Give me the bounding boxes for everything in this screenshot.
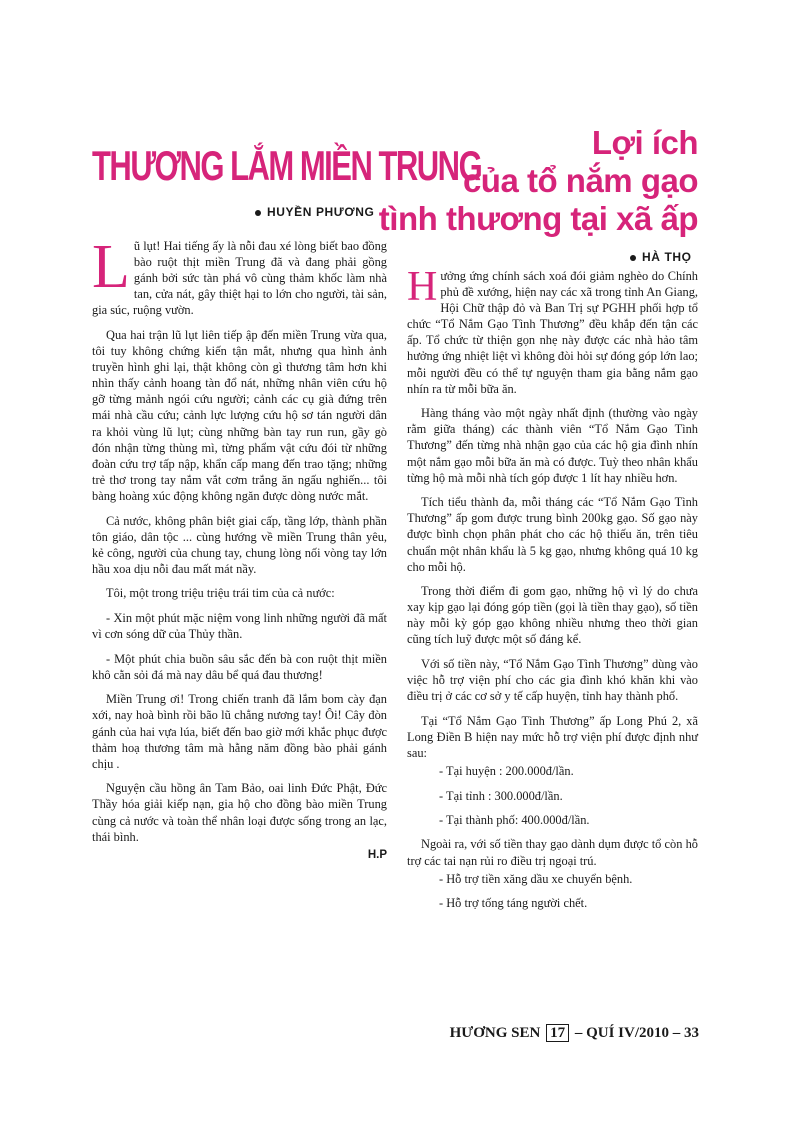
paragraph: Với số tiền này, “Tổ Nắm Gạo Tình Thương” dùng vào việc hỗ trợ viện phí cho các gia đình khó khăn khi vào điều trị ở các cơ sở y tế cấp huyện, tỉnh hay thành phố. (407, 657, 698, 704)
fee-list-item: - Tại thành phố: 400.000đ/lần. (439, 813, 590, 828)
right-article-author: HÀ THỌ (642, 250, 692, 264)
paragraph: Cả nước, không phân biệt giai cấp, tầng lớp, thành phần tôn giáo, dân tộc ... cùng hướng về miền Trung thân yêu, kẻ công, người của chung tay, chung lòng nối vòng tay lớn hầu xoa dịu nỗi đau mất mát nầy. (92, 513, 387, 576)
right-title-line: của tổ nắm gạo (462, 162, 698, 199)
dropcap: H (407, 264, 438, 310)
paragraph: Ngoài ra, với số tiền thay gạo dành dụm được tổ còn hỗ trợ các tai nạn rủi ro điều trị ngoại trú. (407, 837, 698, 868)
left-article-byline (255, 205, 374, 219)
fee-list-item: - Tại huyện : 200.000đ/lần. (439, 764, 574, 779)
dropcap: L (92, 233, 130, 301)
issue-number: 17 (546, 1024, 569, 1042)
left-article-title: THƯƠNG LẮM MIỀN TRUNG (92, 142, 482, 190)
paragraph: Nguyện cầu hồng ân Tam Bảo, oai linh Đức Phật, Đức Thầy hóa giải kiếp nạn, gia hộ cho đồng bào miền Trung cùng cả nước và toàn thể nhân loại được sống trong an lạc, thái bình. (92, 781, 387, 844)
right-article-title (379, 124, 698, 238)
paragraph: Qua hai trận lũ lụt liên tiếp ập đến miền Trung vừa qua, tôi tuy không chứng kiến tận mắt, nhưng qua hình ảnh truyền hình ghi lại, thật không còn gì thương tâm hơn khi nhìn thấy cảnh hoang tàn đổ nát, những nhân viên cứu hộ gỡ từng mảnh ngói cứu người; cảnh các cụ già đứng trên mái nhà cầu cứu; cảnh lực lượng cứu hộ sơ tán người dân ra khỏi vùng lũ lụt; cùng những bàn tay run run, gầy gò đón nhận từng thùng mì, từng phẩm vật cứu đói từ những đoàn cứu trợ tấp nập, khẩn cấp mang đến trao tặng; những trẻ thơ trong tay nắm vắt cơm trắng ăn ngấu nghiến... tôi bàng hoàng xúc động không ngăn được dòng nước mắt. (92, 327, 387, 503)
paragraph: - Một phút chia buồn sâu sắc đến bà con ruột thịt miền khô cằn sỏi đá mà nay dâu bể quá đau thương! (92, 651, 387, 682)
page-number: 33 (684, 1025, 699, 1041)
paragraph: Hàng tháng vào một ngày nhất định (thường vào ngày rằm giữa tháng) các thành viên “Tổ Nắm Gạo Tình Thương” đến từng nhà nhận gạo của các hộ gia đình nhín một nắm gạo mỗi bữa ăn mà có được. Tuỳ theo nhân khẩu từng hộ mà mỗi nhà tích góp được 1 lít hay nhiều hơn. (407, 406, 698, 485)
fee-list-item: - Tại tỉnh : 300.000đ/lần. (439, 788, 563, 803)
quarter-label: – QUÍ IV/2010 – (574, 1025, 681, 1041)
support-list-item: - Hỗ trợ tiền xăng dầu xe chuyển bệnh. (439, 871, 633, 886)
paragraph: Tích tiểu thành đa, mỗi tháng các “Tổ Nắm Gạo Tình Thương” ấp gom được trung bình 200kg gạo. Số gạo này được bình chọn phân phát cho các hộ thiếu ăn, trên tiêu chuẩn một nhân khẩu là 5 kg gạo, nhưng không quá 10 kg cho mỗi hộ. (407, 495, 698, 574)
paragraph: Hưởng ứng chính sách xoá đói giảm nghèo do Chính phủ đề xướng, hiện nay các xã trong tỉnh An Giang, Hội Chữ thập đỏ và Ban Trị sự PGHH phối hợp tổ chức “Tổ Nắm Gạo Tình Thương” đều khắp đến tận các ấp. Tổ chức từ thiện gọn nhẹ này được các nhà hảo tâm hưởng ứng nhiệt liệt vì không đòi hỏi sự đóng góp lớn lao; mỗi người đều có thể tự nguyện tham gia bằng nắm gạo nhín ra từ mỗi bữa ăn. (407, 264, 698, 396)
support-list-item: - Hỗ trợ tống táng người chết. (439, 896, 588, 911)
left-article-body (92, 233, 387, 863)
magazine-name: HƯƠNG SEN (449, 1025, 541, 1041)
paragraph: Miền Trung ơi! Trong chiến tranh đã lắm bom cày đạn xới, nay hoà bình rồi bão lũ chẳng nương tay! Ôi! Cây đòn gánh của hai vựa lúa, biết đến bao giờ mới khắc phục được thảm hoạ thương tâm mà hằng năm đồng bào phải gánh chịu . (92, 692, 387, 771)
paragraph: Trong thời điểm đi gom gạo, những hộ vì lý do chưa xay kịp gạo lại đóng góp tiền (gọi là tiền thay gạo), số tiền này mỗi kỳ góp gạo không nhiều nhưng theo thời gian cũng tích luỹ được một số đáng kể. (407, 584, 698, 647)
right-article-body (407, 264, 698, 920)
right-title-line: tình thương tại xã ấp (378, 200, 698, 237)
paragraph: Tại “Tổ Nắm Gạo Tình Thương” ấp Long Phú 2, xã Long Điền B hiện nay mức hỗ trợ viện phí được định như sau: (407, 713, 698, 761)
paragraph: Tôi, một trong triệu triệu trái tim của cả nước: (106, 586, 335, 601)
page-footer (415, 1024, 699, 1042)
right-title-line: Lợi ích (591, 124, 698, 161)
signature: H.P (367, 849, 387, 862)
bullet-icon (630, 255, 636, 261)
bullet-icon (255, 210, 261, 216)
left-article-author: HUYỀN PHƯƠNG (267, 205, 375, 219)
paragraph: - Xin một phút mặc niệm vong linh những người đã mất vì cơn sóng dữ của Thủy thần. (92, 610, 387, 642)
paragraph: Lũ lụt! Hai tiếng ấy là nỗi đau xé lòng biết bao đồng bào ruột thịt miền Trung đã và đang phải gồng gánh bởi sức tàn phá vô cùng thảm khốc làm nhà tan, cửa nát, gây thiệt hại to lớn cho người, tài sản, gia súc, ruộng vườn. (92, 233, 387, 318)
right-article-byline (630, 250, 692, 264)
